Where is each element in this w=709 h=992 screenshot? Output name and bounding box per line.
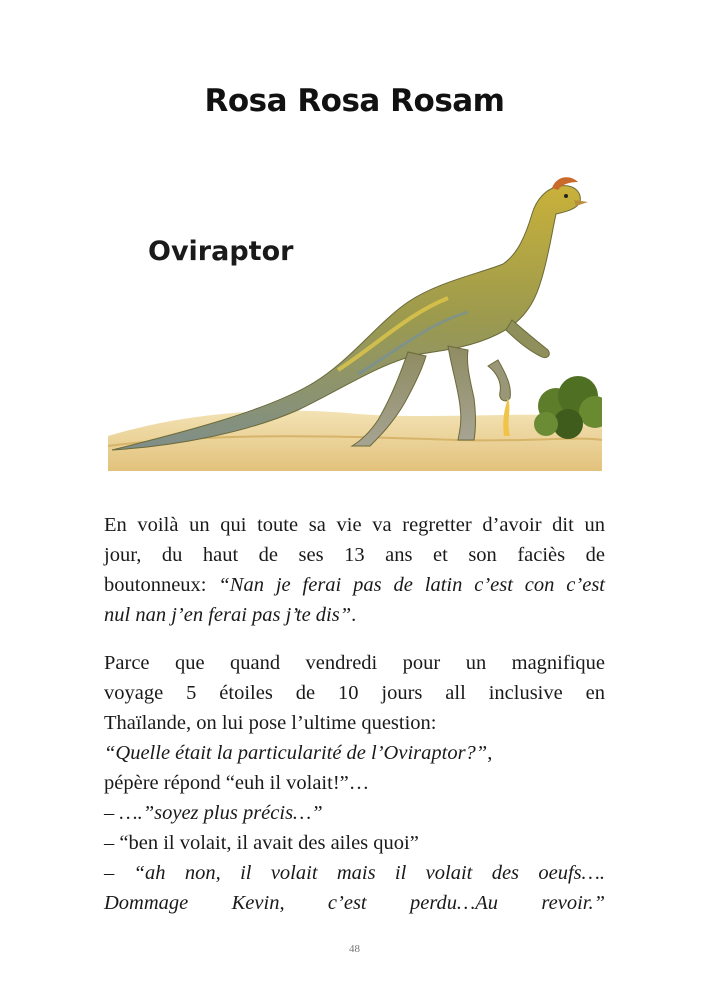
p1-line4-italic: nul nan j’en ferai pas j’te dis” <box>104 604 352 626</box>
p2-line6-italic: ….”soyez plus précis…” <box>119 802 323 824</box>
p2-line6-prefix: – <box>104 802 120 824</box>
p2-line8-prefix: – <box>104 862 134 884</box>
p2-line1: Parce que quand vendredi pour un magnifique <box>104 652 605 674</box>
p2-line5: pépère répond “euh il volait!”… <box>104 772 370 794</box>
figure-label: Oviraptor <box>148 236 294 267</box>
p2-line8-italic: “ah non, il volait mais il volait des oeufs…. <box>133 862 606 884</box>
p2-line8 <box>104 858 605 888</box>
p1-line2: jour, du haut de ses 13 ans et son faciès de <box>104 544 605 566</box>
p2-line4 <box>104 738 605 768</box>
p2-line4-italic: “Quelle était la particularité de l’Oviraptor?” <box>104 742 488 764</box>
p1-line3 <box>104 570 605 600</box>
p2-line2: voyage 5 étoiles de 10 jours all inclusive en <box>104 682 605 704</box>
body-text <box>104 510 605 918</box>
p1-line4-end: . <box>351 604 357 626</box>
oviraptor-illustration <box>108 174 602 471</box>
p2-line6 <box>104 798 605 828</box>
p1-line1: En voilà un qui toute sa vie va regretter d’avoir dit un <box>104 514 605 536</box>
page-title: Rosa Rosa Rosam <box>204 83 505 119</box>
p1-line4 <box>104 600 605 630</box>
p1-line3-italic: “Nan je ferai pas de latin c’est con c’est <box>218 574 605 596</box>
page-number: 48 <box>349 943 360 955</box>
p2-line7: – “ben il volait, il avait des ailes quoi” <box>104 832 419 854</box>
p2-line9: Dommage Kevin, c’est perdu…Au revoir.” <box>104 892 605 914</box>
p1-line3-text: boutonneux: <box>104 574 219 596</box>
p2-line4-end: , <box>487 742 493 764</box>
p2-line3: Thaïlande, on lui pose l’ultime question: <box>104 712 437 734</box>
